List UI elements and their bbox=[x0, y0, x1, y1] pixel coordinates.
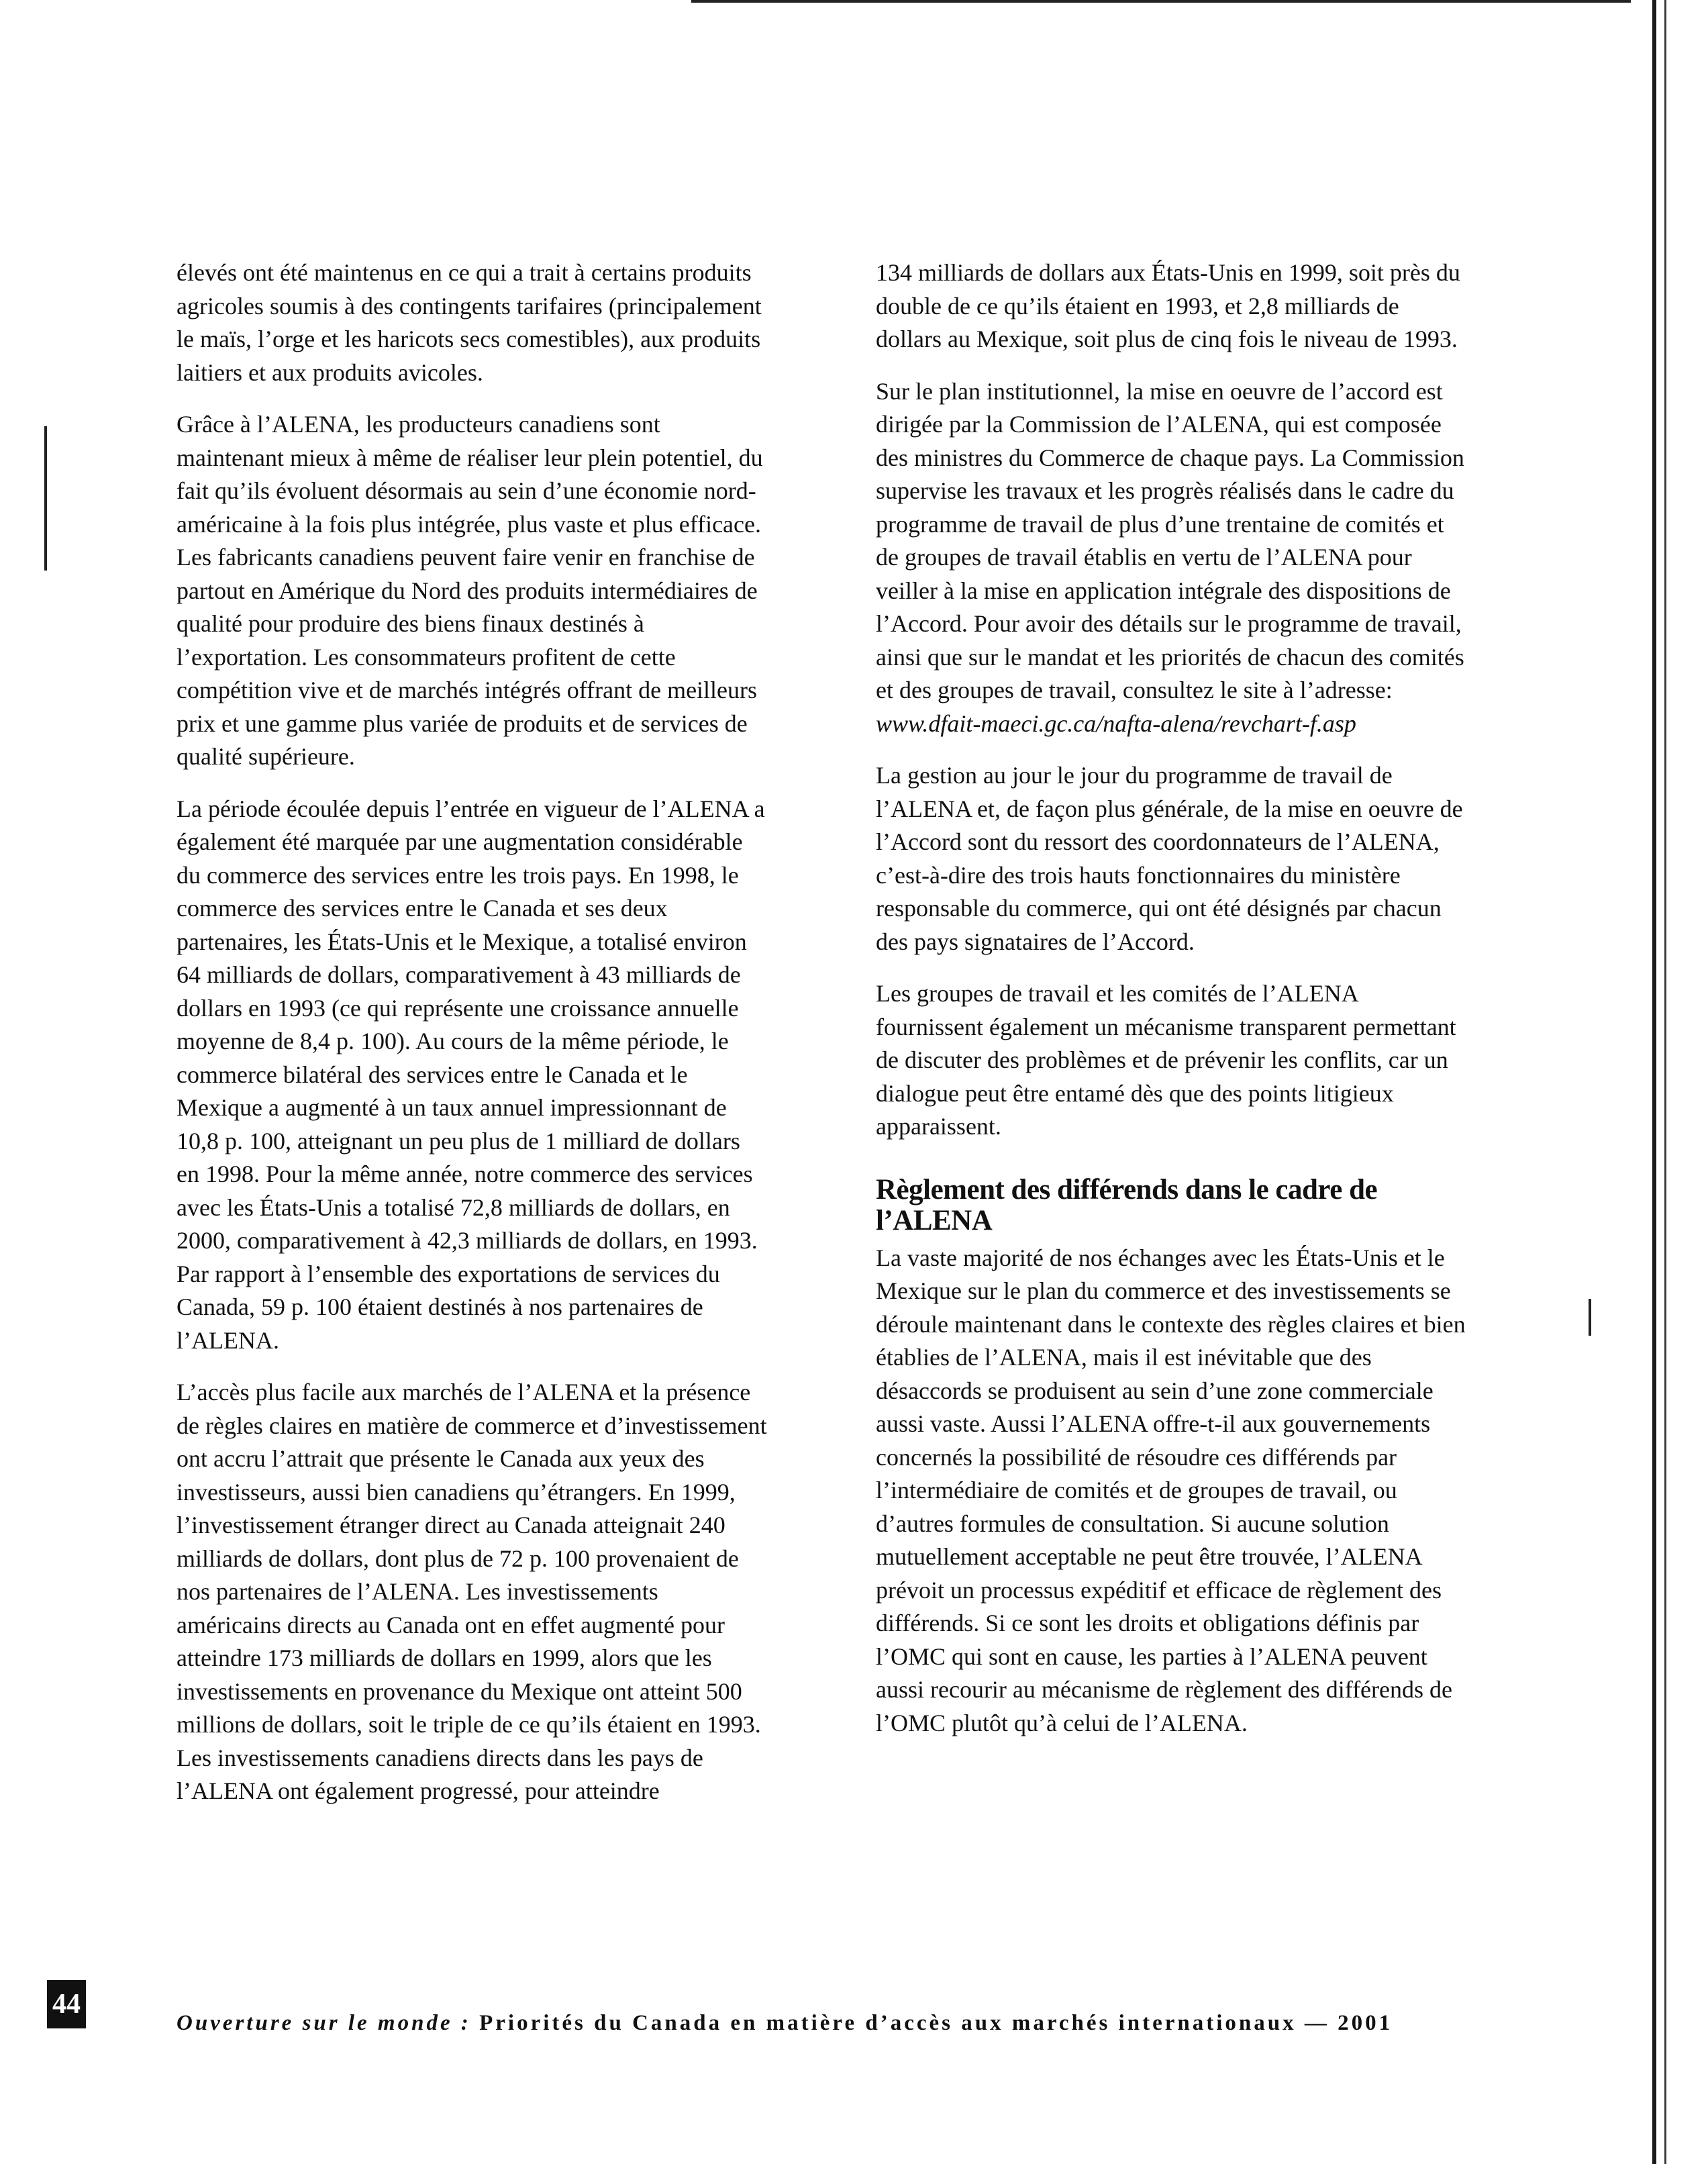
paragraph: Grâce à l’ALENA, les producteurs canadiens sont maintenant mieux à même de réaliser leur plein potentiel, du fait qu’ils évoluent désormais au sein d’une économie nord-américaine à la fois plus intégrée, plus vaste et plus efficace. Les fabricants canadiens peuvent faire venir en franchise de partout en Amérique du Nord des produits intermédiaires de qualité pour produire des biens finaux destinés à l’exportation. Les consommateurs profitent de cette compétition vive et de marchés intégrés offrant de meilleurs prix et une gamme plus variée de produits et de services de qualité supérieure. bbox=[177, 411, 763, 770]
paragraph: La gestion au jour le jour du programme de travail de l’ALENA et, de façon plus générale, de la mise en oeuvre de l’Accord sont du ressort des coordonnateurs de l’ALENA, c’est-à-dire des trois hauts fonctionnaires du ministère responsable du commerce, qui ont été désignés par chacun des pays signataires de l’Accord. bbox=[876, 762, 1463, 955]
paragraph: 134 milliards de dollars aux États-Unis en 1999, soit près du double de ce qu’ils étaient en 1993, et 2,8 milliards de dollars au Mexique, soit plus de cinq fois le niveau de 1993. bbox=[876, 259, 1460, 352]
paragraph: L’accès plus facile aux marchés de l’ALENA et la présence de règles claires en matière de commerce et d’investissement ont accru l’attrait que présente le Canada aux yeux des investisseurs, aussi bien canadiens qu’étrangers. En 1999, l’investissement étranger direct au Canada atteignait 240 milliards de dollars, dont plus de 72 p. 100 provenaient de nos partenaires de l’ALENA. Les investissements américains directs au Canada ont en effet augmenté pour atteindre 173 milliards de dollars en 1999, alors que les investissements en provenance du Mexique ont atteint 500 millions de dollars, soit le triple de ce qu’ils étaient en 1993. Les investissements canadiens directs dans les pays de l’ALENA ont également progressé, pour atteindre bbox=[177, 1379, 767, 1804]
page-edge-scan-line-2 bbox=[1664, 0, 1666, 2164]
page-number: 44 bbox=[47, 1980, 86, 2028]
section-heading: Règlement des différends dans le cadre de l’ALENA bbox=[876, 1173, 1378, 1236]
footer-title-rest: Priorités du Canada en matière d’accès aux marchés internationaux — 2001 bbox=[479, 2011, 1393, 2035]
right-column bbox=[876, 256, 1466, 1759]
paragraph: La vaste majorité de nos échanges avec les États-Unis et le Mexique sur le plan du commerce et des investissements se déroule maintenant dans le contexte des règles claires et bien établies de l’ALENA, mais il est inévitable que des désaccords se produisent au sein d’une zone commerciale aussi vaste. Aussi l’ALENA offre-t-il aux gouvernements concernés la possibilité de résoudre ces différends par l’intermédiaire de comités et de groupes de travail, ou d’autres formules de consultation. Si aucune solution mutuellement acceptable ne peut être trouvée, l’ALENA prévoit un processus expéditif et efficace de règlement des différends. Si ce sont les droits et obligations définis par l’OMC qui sont en cause, les parties à l’ALENA peuvent aussi recourir au mécanisme de règlement des différends de l’OMC plutôt qu’à celui de l’ALENA. bbox=[876, 1244, 1466, 1736]
website-link[interactable]: www.dfait-maeci.gc.ca/nafta-alena/revchart-f.asp bbox=[876, 709, 1356, 737]
page-edge-scan-line bbox=[1652, 0, 1656, 2164]
running-footer bbox=[177, 2011, 1485, 2036]
margin-mark bbox=[44, 426, 47, 571]
footer-title-italic: Ouverture sur le monde : bbox=[177, 2011, 471, 2035]
top-rule bbox=[691, 0, 1631, 3]
paragraph-text: Sur le plan institutionnel, la mise en oeuvre de l’accord est dirigée par la Commission de l’ALENA, qui est composée des ministres du Commerce de chaque pays. La Commission supervise les travaux et les progrès réalisés dans le cadre du programme de travail de plus d’une trentaine de comités et de groupes de travail établis en vertu de l’ALENA pour veiller à la mise en application intégrale des dispositions de l’Accord. Pour avoir des détails sur le programme de travail, ainsi que sur le mandat et les priorités de chacun des comités et des groupes de travail, consultez le site à l’adresse: bbox=[876, 377, 1464, 703]
paragraph: élevés ont été maintenus en ce qui a trait à certains produits agricoles soumis à des contingents tarifaires (principalement le maïs, l’orge et les haricots secs comestibles), aux produits laitiers et aux produits avicoles. bbox=[177, 259, 762, 386]
paragraph: Les groupes de travail et les comités de l’ALENA fournissent également un mécanisme transparent permettant de discuter des problèmes et de prévenir les conflits, car un dialogue peut être entamé dès que des points litigieux apparaissent. bbox=[876, 980, 1456, 1140]
paragraph-with-url bbox=[876, 375, 1466, 741]
left-column bbox=[177, 256, 767, 1827]
margin-mark-right bbox=[1589, 1299, 1591, 1336]
paragraph: La période écoulée depuis l’entrée en vigueur de l’ALENA a également été marquée par une augmentation considérable du commerce des services entre les trois pays. En 1998, le commerce des services entre le Canada et ses deux partenaires, les États-Unis et le Mexique, a totalisé environ 64 milliards de dollars, comparativement à 43 milliards de dollars en 1993 (ce qui représente une croissance annuelle moyenne de 8,4 p. 100). Au cours de la même période, le commerce bilatéral des services entre le Canada et le Mexique a augmenté à un taux annuel impressionnant de 10,8 p. 100, atteignant un peu plus de 1 milliard de dollars en 1998. Pour la même année, notre commerce des services avec les États-Unis a totalisé 72,8 milliards de dollars, en 2000, comparativement à 42,3 milliards de dollars, en 1993. Par rapport à l’ensemble des exportations de services du Canada, 59 p. 100 étaient destinés à nos partenaires de l’ALENA. bbox=[177, 795, 765, 1354]
